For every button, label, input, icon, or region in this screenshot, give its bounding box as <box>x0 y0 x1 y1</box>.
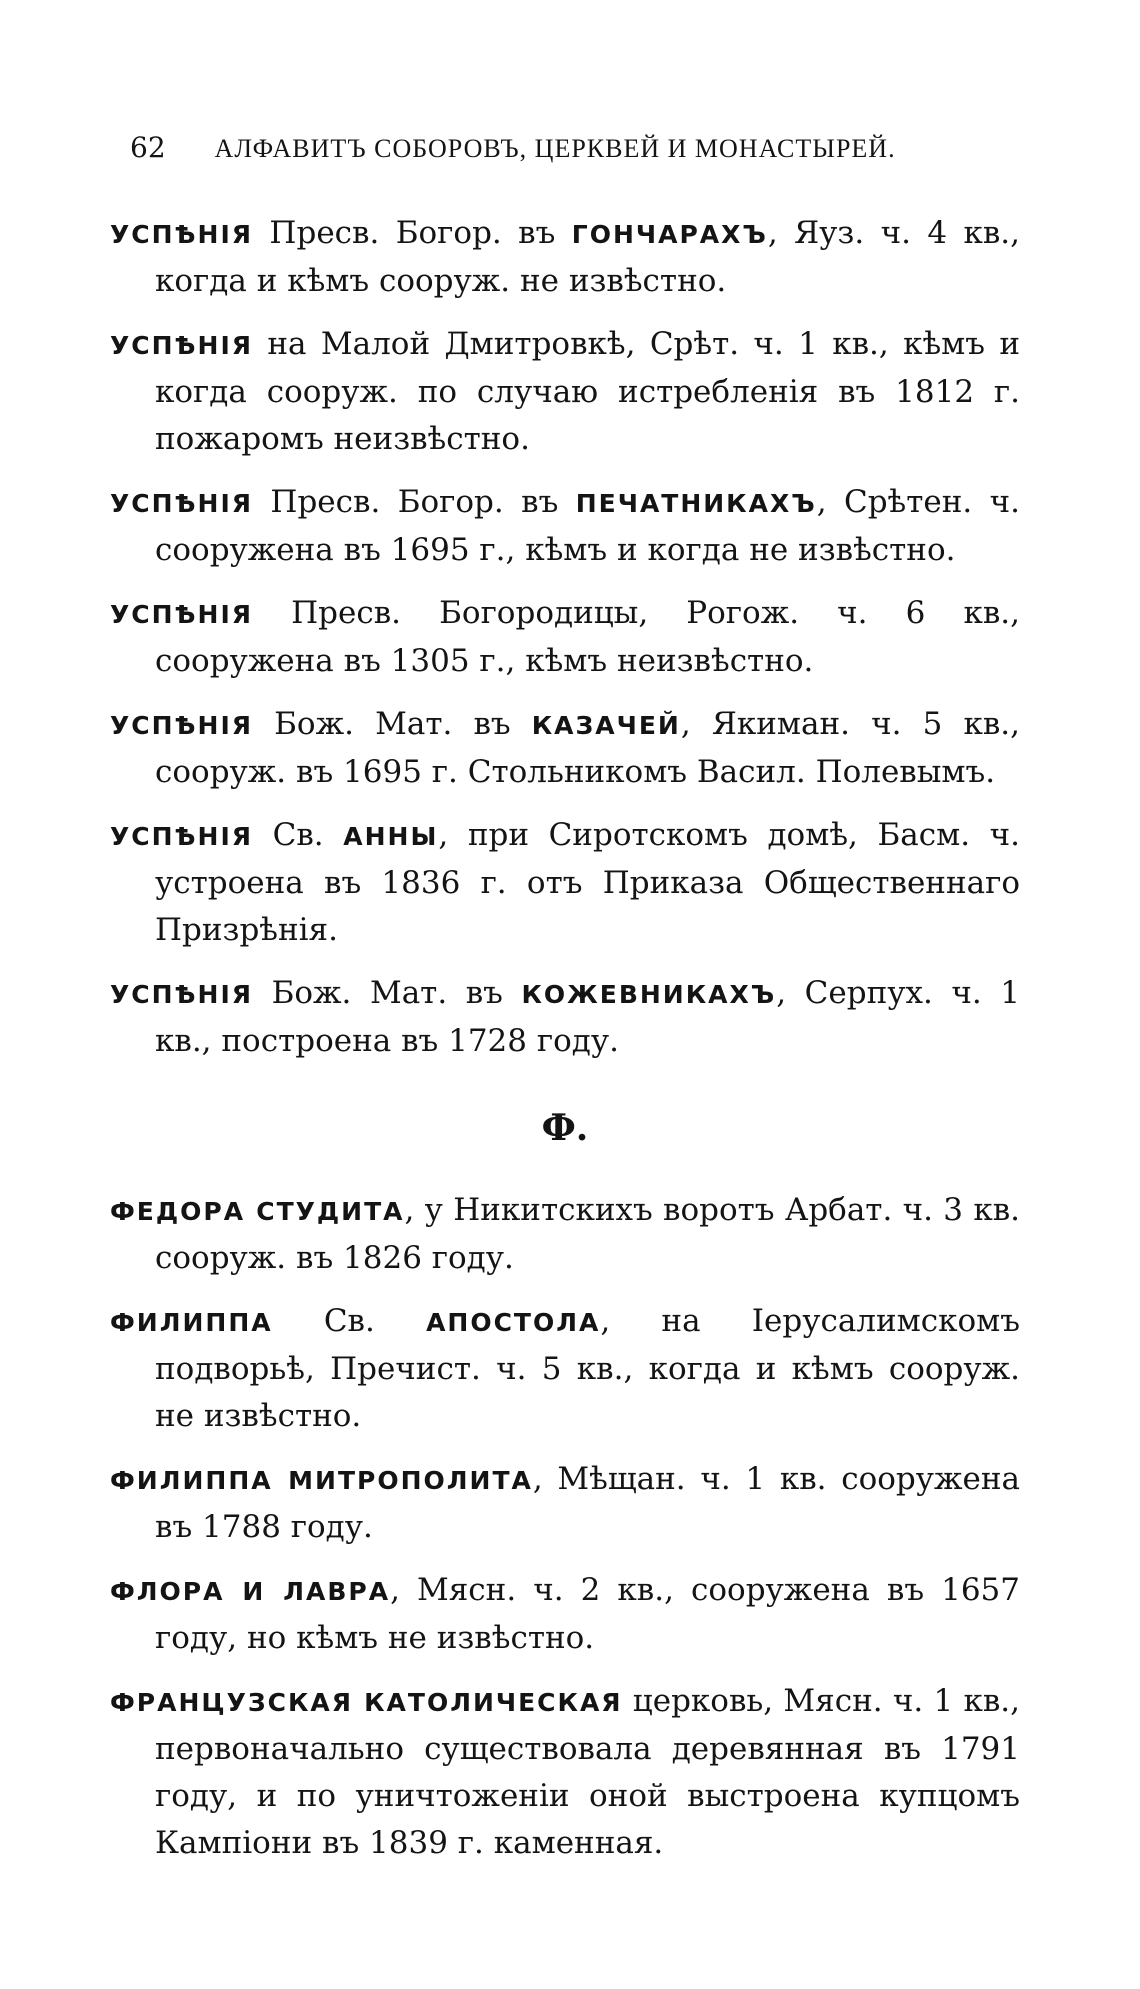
entry-lead: ФИЛИППА МИТРОПОЛИТА <box>110 1466 533 1495</box>
entry-text: Пресв. Богор. въ <box>253 215 572 251</box>
entry-text: , Мѣщан. ч. 1 кв. сооружена въ 1788 году. <box>155 1461 1020 1545</box>
entries-list <box>110 210 1020 1883</box>
entry-text: , Якиман. ч. 5 кв., сооруж. въ 1695 г. Стольникомъ Васил. Полевымъ. <box>155 706 1020 790</box>
entry-uspenia-maloi-dmitrovke <box>110 321 1020 463</box>
entry-text: , Яуз. ч. 4 кв., когда и кѣмъ сооруж. не извѣстно. <box>155 215 1020 299</box>
entry-text: Св. <box>253 817 344 853</box>
entry-text: , при Сиротскомъ домѣ, Басм. ч. устроена въ 1836 г. отъ Приказа Общественнаго Призрѣнія. <box>155 817 1021 948</box>
entry-frantsuzskaya-katolicheskaya <box>110 1678 1020 1867</box>
entry-lead: УСПѢНІЯ <box>110 822 254 851</box>
entry-text: , Срѣтен. ч. сооружена въ 1695 г., кѣмъ и когда не извѣстно. <box>155 484 1020 568</box>
entry-lead: УСПѢНІЯ <box>110 711 254 740</box>
entry-lead: УСПѢНІЯ <box>110 489 254 518</box>
entry-text: Бож. Мат. въ <box>253 706 532 742</box>
running-head <box>130 128 950 169</box>
entry-lead: УСПѢНІЯ <box>110 600 254 629</box>
entry-fedora-studita <box>110 1187 1020 1282</box>
entry-uspenia-pechatnikakh <box>110 479 1020 574</box>
entry-uspenia-kozhevnikakh <box>110 970 1020 1065</box>
entry-text: церковь, Мясн. ч. 1 кв., первоначально существовала деревянная въ 1791 году, и по уничтоженіи оной выстроена купцомъ Кампіони въ 1839 г. каменная. <box>155 1683 1020 1861</box>
section-letter: Ф. <box>541 1107 589 1149</box>
page-number: 62 <box>130 131 166 164</box>
entry-lead: ФИЛИППА <box>110 1308 273 1337</box>
entry-keyword: КОЖЕВНИКАХЪ <box>521 980 777 1009</box>
entry-uspenia-kazachei <box>110 701 1020 796</box>
entry-flora-i-lavra <box>110 1567 1020 1662</box>
entry-lead: УСПѢНІЯ <box>110 980 254 1009</box>
entry-lead: УСПѢНІЯ <box>110 331 254 360</box>
entry-filippa-mitropolita <box>110 1456 1020 1551</box>
entry-lead: ФЛОРА И ЛАВРА <box>110 1577 391 1606</box>
entry-lead: ФЕДОРА СТУДИТА <box>110 1197 405 1226</box>
entry-uspenia-rogozh <box>110 590 1020 685</box>
entry-text: , на Іерусалимскомъ подворьѣ, Пречист. ч. 5 кв., когда и кѣмъ сооруж. не извѣстно. <box>155 1303 1020 1434</box>
entry-text: на Малой Дмитровкѣ, Срѣт. ч. 1 кв., кѣмъ и когда сооруж. по случаю истребленія въ 1812 г. пожаромъ неизвѣстно. <box>155 326 1020 457</box>
entry-lead: ФРАНЦУЗСКАЯ КАТОЛИЧЕСКАЯ <box>110 1688 623 1717</box>
entry-text: , Мясн. ч. 2 кв., сооружена въ 1657 году, но кѣмъ не извѣстно. <box>155 1572 1021 1656</box>
entry-uspenia-goncharakh <box>110 210 1020 305</box>
entry-text: Бож. Мат. въ <box>253 975 522 1011</box>
entry-keyword: ГОНЧАРАХЪ <box>571 220 768 249</box>
running-title: АЛФАВИТЪ СОБОРОВЪ, ЦЕРКВЕЙ И МОНАСТЫРЕЙ. <box>214 134 896 163</box>
entry-keyword: КАЗАЧЕЙ <box>531 711 681 740</box>
entry-filippa-apostola <box>110 1298 1020 1440</box>
entry-text: , Серпух. ч. 1 кв., построена въ 1728 году. <box>155 975 1020 1059</box>
entry-text: Св. <box>272 1303 427 1339</box>
entry-lead: УСПѢНІЯ <box>110 220 254 249</box>
entry-keyword: ПЕЧАТНИКАХЪ <box>575 489 817 518</box>
entry-text: Пресв. Богородицы, Рогож. ч. 6 кв., сооружена въ 1305 г., кѣмъ неизвѣстно. <box>155 595 1020 679</box>
entry-keyword: АПОСТОЛА <box>426 1308 601 1337</box>
entry-text: , у Никитскихъ воротъ Арбат. ч. 3 кв. сооруж. въ 1826 году. <box>155 1192 1021 1276</box>
entry-text: Пресв. Богор. въ <box>253 484 576 520</box>
entry-keyword: АННЫ <box>343 822 439 851</box>
entry-uspenia-anny <box>110 812 1020 954</box>
